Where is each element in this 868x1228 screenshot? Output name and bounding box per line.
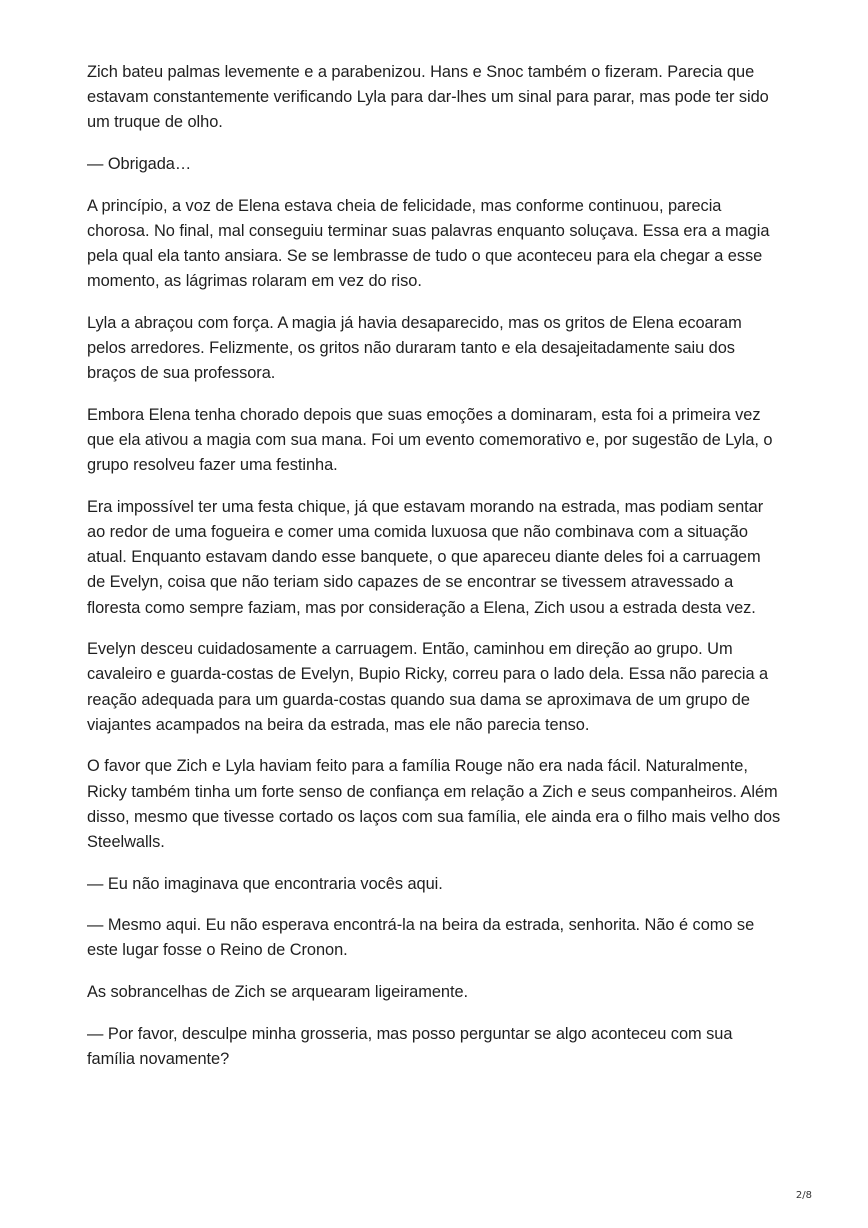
paragraph-12: — Por favor, desculpe minha grosseria, mas posso perguntar se algo aconteceu com sua família novamente?: [87, 1024, 733, 1068]
paragraph-11: As sobrancelhas de Zich se arquearam ligeiramente.: [87, 983, 469, 1001]
paragraph-4: Lyla a abraçou com força. A magia já havia desaparecido, mas os gritos de Elena ecoaram pelos arredores. Felizmente, os gritos não duraram tanto e ela desajeitadamente saiu dos braços de sua professora.: [87, 313, 742, 383]
paragraph-1: Zich bateu palmas levemente e a parabenizou. Hans e Snoc também o fizeram. Parecia que estavam constantemente verificando Lyla para dar-lhes um sinal para parar, mas pode ter sido um truque de olho.: [87, 63, 769, 132]
paragraph-7: Evelyn desceu cuidadosamente a carruagem. Então, caminhou em direção ao grupo. Um cavaleiro e guarda-costas de Evelyn, Bupio Ricky, correu para o lado dela. Essa não parecia a reação adequada para um guarda-costas quando sua dama se aproximava de um grupo de viajantes acampados na beira da estrada, mas ele não parecia tenso.: [87, 640, 769, 734]
paragraph-10: — Mesmo aqui. Eu não esperava encontrá-la na beira da estrada, senhorita. Não é como se este lugar fosse o Reino de Cronon.: [87, 916, 755, 960]
paragraph-6: Era impossível ter uma festa chique, já que estavam morando na estrada, mas podiam sentar ao redor de uma fogueira e comer uma comida luxuosa que não combinava com a situação atual. Enquanto estavam dando esse banquete, o que apareceu diante deles foi a carruagem de Evelyn, coisa que não teriam sido capazes de se encontrar se tivessem atravessado a floresta como sempre faziam, mas por consideração a Elena, Zich usou a estrada desta vez.: [87, 497, 764, 617]
paragraph-5: Embora Elena tenha chorado depois que suas emoções a dominaram, esta foi a primeira vez que ela ativou a magia com sua mana. Foi um evento comemorativo e, por sugestão de Lyla, o grupo resolveu fazer uma festinha.: [87, 405, 773, 475]
paragraph-9: — Eu não imaginava que encontraria vocês aqui.: [87, 874, 443, 893]
paragraph-8: O favor que Zich e Lyla haviam feito para a família Rouge não era nada fácil. Naturalmente, Ricky também tinha um forte senso de confiança em relação a Zich e seus companheiros. Além disso, mesmo que tivesse cortado os laços com sua família, ele ainda era o filho mais velho dos Steelwalls.: [87, 757, 781, 852]
paragraph-3: A princípio, a voz de Elena estava cheia de felicidade, mas conforme continuou, parecia chorosa. No final, mal conseguiu terminar suas palavras enquanto soluçava. Essa era a magia pela qual ela tanto ansiara. Se se lembrasse de tudo o que aconteceu para ela chegar a esse momento, as lágrimas rolaram em vez do riso.: [87, 196, 770, 291]
paragraph-2: — Obrigada…: [87, 155, 192, 173]
page-number: 2/8: [795, 1190, 812, 1201]
document-page: [87, 60, 783, 1088]
